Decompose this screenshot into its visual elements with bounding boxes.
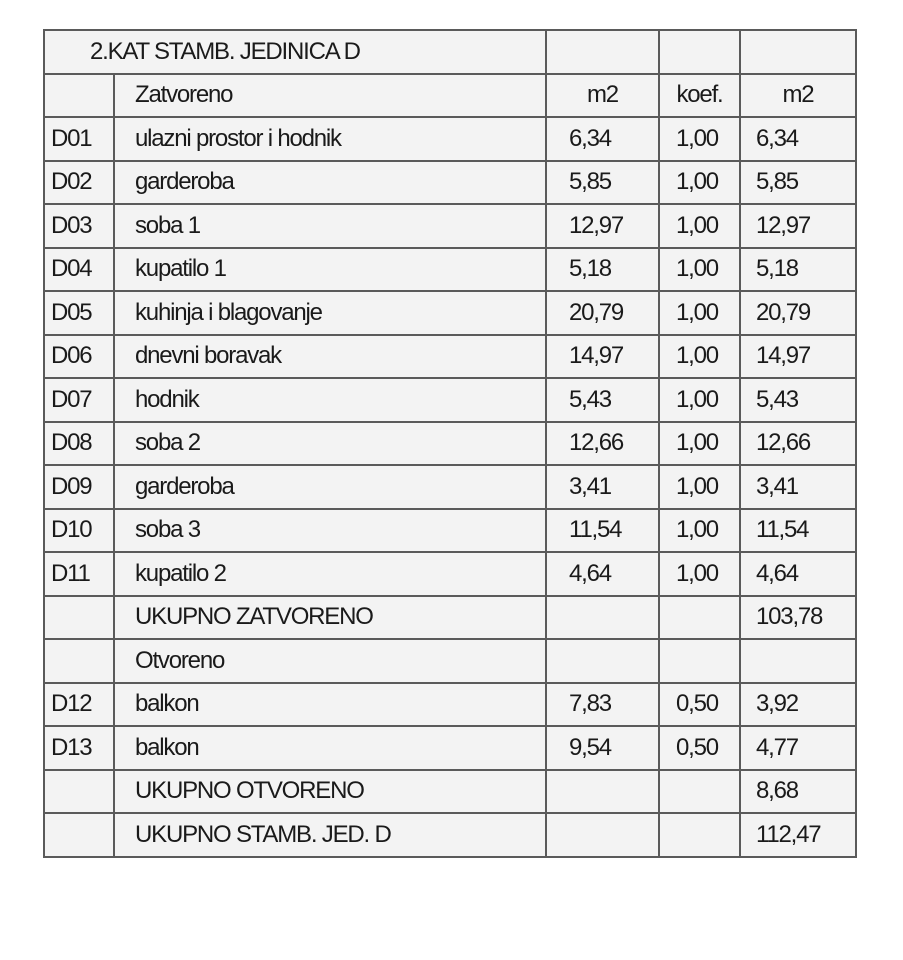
table-row (44, 683, 856, 727)
room-code: D05 (44, 291, 114, 335)
room-area: 9,54 (546, 726, 659, 770)
room-weighted-area: 14,97 (740, 335, 856, 379)
room-weighted-area: 12,97 (740, 204, 856, 248)
total-value: 8,68 (740, 770, 856, 814)
room-weighted-area: 4,64 (740, 552, 856, 596)
room-code: D09 (44, 465, 114, 509)
room-code: D04 (44, 248, 114, 292)
room-name: kupatilo 1 (114, 248, 546, 292)
header-row (44, 74, 856, 118)
room-coefficient: 1,00 (659, 161, 740, 205)
room-name: soba 1 (114, 204, 546, 248)
table-row (44, 378, 856, 422)
room-name: garderoba (114, 161, 546, 205)
area-table (43, 29, 857, 858)
room-code: D10 (44, 509, 114, 553)
room-area: 14,97 (546, 335, 659, 379)
total-value: 112,47 (740, 813, 856, 857)
table-title: 2.KAT STAMB. JEDINICA D (44, 30, 546, 74)
room-weighted-area: 20,79 (740, 291, 856, 335)
room-coefficient: 1,00 (659, 248, 740, 292)
table-row (44, 465, 856, 509)
room-weighted-area: 5,85 (740, 161, 856, 205)
header-m2: m2 (546, 74, 659, 118)
room-coefficient: 1,00 (659, 378, 740, 422)
room-code: D08 (44, 422, 114, 466)
room-name: soba 3 (114, 509, 546, 553)
total-label: UKUPNO STAMB. JED. D (114, 813, 546, 857)
room-coefficient: 1,00 (659, 117, 740, 161)
room-name: garderoba (114, 465, 546, 509)
header-koef: koef. (659, 74, 740, 118)
room-area: 4,64 (546, 552, 659, 596)
room-code: D12 (44, 683, 114, 727)
table-row (44, 509, 856, 553)
closed-total-row (44, 596, 856, 640)
total-label: UKUPNO ZATVORENO (114, 596, 546, 640)
total-label: UKUPNO OTVORENO (114, 770, 546, 814)
room-code: D11 (44, 552, 114, 596)
room-coefficient: 0,50 (659, 726, 740, 770)
room-coefficient: 1,00 (659, 335, 740, 379)
room-code: D01 (44, 117, 114, 161)
table-row (44, 248, 856, 292)
room-code: D06 (44, 335, 114, 379)
room-code: D13 (44, 726, 114, 770)
room-coefficient: 1,00 (659, 291, 740, 335)
room-name: kupatilo 2 (114, 552, 546, 596)
room-name: hodnik (114, 378, 546, 422)
room-coefficient: 1,00 (659, 465, 740, 509)
room-area: 12,97 (546, 204, 659, 248)
room-name: dnevni boravak (114, 335, 546, 379)
room-name: soba 2 (114, 422, 546, 466)
room-name: balkon (114, 683, 546, 727)
room-area: 5,43 (546, 378, 659, 422)
room-weighted-area: 12,66 (740, 422, 856, 466)
room-area: 6,34 (546, 117, 659, 161)
room-code: D07 (44, 378, 114, 422)
room-weighted-area: 3,41 (740, 465, 856, 509)
section-closed-label: Zatvoreno (114, 74, 546, 118)
room-weighted-area: 11,54 (740, 509, 856, 553)
room-name: ulazni prostor i hodnik (114, 117, 546, 161)
table-row (44, 161, 856, 205)
open-total-row (44, 770, 856, 814)
table-row (44, 422, 856, 466)
header-m2-total: m2 (740, 74, 856, 118)
room-weighted-area: 4,77 (740, 726, 856, 770)
room-weighted-area: 5,43 (740, 378, 856, 422)
grand-total-row (44, 813, 856, 857)
room-area: 11,54 (546, 509, 659, 553)
room-area: 20,79 (546, 291, 659, 335)
room-coefficient: 1,00 (659, 422, 740, 466)
room-code: D02 (44, 161, 114, 205)
room-area: 3,41 (546, 465, 659, 509)
room-area: 7,83 (546, 683, 659, 727)
table-row (44, 552, 856, 596)
room-area: 5,18 (546, 248, 659, 292)
table-row (44, 335, 856, 379)
room-weighted-area: 6,34 (740, 117, 856, 161)
table-row (44, 117, 856, 161)
room-coefficient: 1,00 (659, 552, 740, 596)
table-row (44, 291, 856, 335)
room-weighted-area: 3,92 (740, 683, 856, 727)
room-weighted-area: 5,18 (740, 248, 856, 292)
section-open-label: Otvoreno (114, 639, 546, 683)
room-name: balkon (114, 726, 546, 770)
room-coefficient: 1,00 (659, 509, 740, 553)
room-coefficient: 0,50 (659, 683, 740, 727)
room-coefficient: 1,00 (659, 204, 740, 248)
room-name: kuhinja i blagovanje (114, 291, 546, 335)
total-value: 103,78 (740, 596, 856, 640)
room-area: 5,85 (546, 161, 659, 205)
table-row (44, 726, 856, 770)
title-row (44, 30, 856, 74)
room-code: D03 (44, 204, 114, 248)
room-area: 12,66 (546, 422, 659, 466)
table-row (44, 204, 856, 248)
open-section-row (44, 639, 856, 683)
